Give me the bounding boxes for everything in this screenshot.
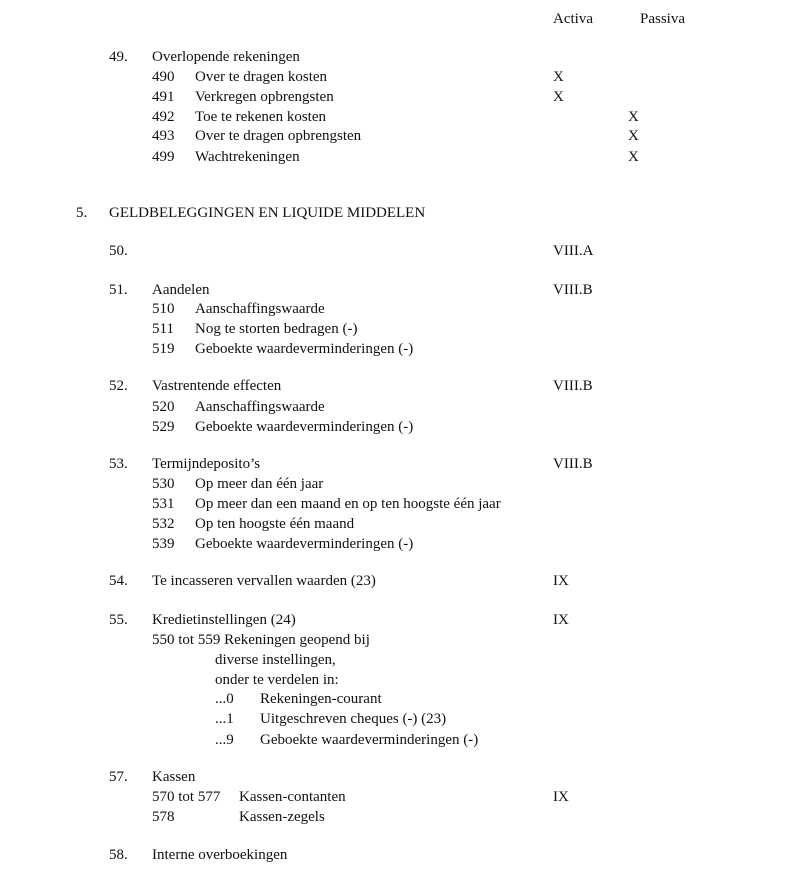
subaccount-code: 499 — [152, 149, 175, 165]
subaccount-code: 529 — [152, 419, 175, 435]
subaccount-range-line: 550 tot 559 Rekeningen geopend bij — [152, 632, 370, 648]
account-title-53: Termijndeposito’s — [152, 456, 261, 472]
subaccount-label: Nog te storten bedragen (-) — [195, 321, 358, 337]
subaccount-label: Aanschaffingswaarde — [195, 301, 325, 317]
subaccount-label: Geboekte waardeverminderingen (-) — [195, 419, 414, 435]
subaccount-code: 510 — [152, 301, 175, 317]
account-title-49: Overlopende rekeningen — [152, 49, 300, 65]
passiva-mark: X — [628, 109, 639, 125]
subaccount-code: 490 — [152, 69, 175, 85]
subaccount-label: Geboekte waardeverminderingen (-) — [260, 732, 479, 748]
account-title-55: Kredietinstellingen (24) — [152, 612, 296, 628]
subaccount-label: Uitgeschreven cheques (-) (23) — [260, 711, 447, 727]
subaccount-label: Op ten hoogste één maand — [195, 516, 355, 532]
subaccount-code: ...1 — [215, 711, 234, 727]
subaccount-label: Aanschaffingswaarde — [195, 399, 325, 415]
balance-reference: IX — [553, 573, 569, 589]
account-number-54: 54. — [109, 573, 128, 589]
passiva-mark: X — [628, 149, 639, 165]
subaccount-description-line: onder te verdelen in: — [215, 672, 339, 688]
subaccount-description-line: diverse instellingen, — [215, 652, 336, 668]
activa-column-header: Activa — [553, 11, 593, 27]
subaccount-label: Kassen-zegels — [239, 809, 325, 825]
account-number-58: 58. — [109, 847, 128, 863]
subaccount-code: 530 — [152, 476, 175, 492]
subaccount-label: Op meer dan een maand en op ten hoogste één jaar — [195, 496, 501, 512]
activa-mark: X — [553, 69, 564, 85]
account-title-51: Aandelen — [152, 282, 210, 298]
account-number-57: 57. — [109, 769, 128, 785]
section-title: GELDBELEGGINGEN EN LIQUIDE MIDDELEN — [109, 205, 426, 221]
subaccount-code: 539 — [152, 536, 175, 552]
subaccount-code: 492 — [152, 109, 175, 125]
account-title-54: Te incasseren vervallen waarden (23) — [152, 573, 376, 589]
subaccount-label: Toe te rekenen kosten — [195, 109, 326, 125]
subaccount-code: ...9 — [215, 732, 234, 748]
subaccount-label: Kassen-contanten — [239, 789, 346, 805]
account-number-52: 52. — [109, 378, 128, 394]
subaccount-label: Over te dragen opbrengsten — [195, 128, 362, 144]
balance-reference: VIII.B — [553, 282, 593, 298]
account-number-51: 51. — [109, 282, 128, 298]
subaccount-code: ...0 — [215, 691, 234, 707]
account-number-53: 53. — [109, 456, 128, 472]
balance-reference: VIII.B — [553, 378, 593, 394]
account-number-55: 55. — [109, 612, 128, 628]
subaccount-label: Op meer dan één jaar — [195, 476, 324, 492]
section-number: 5. — [76, 205, 88, 221]
subaccount-label: Wachtrekeningen — [195, 149, 300, 165]
subaccount-label: Over te dragen kosten — [195, 69, 328, 85]
account-title-58: Interne overboekingen — [152, 847, 288, 863]
balance-reference: IX — [553, 789, 569, 805]
subaccount-label: Geboekte waardeverminderingen (-) — [195, 536, 414, 552]
subaccount-code: 493 — [152, 128, 175, 144]
balance-reference: VIII.A — [553, 243, 594, 259]
subaccount-label: Rekeningen-courant — [260, 691, 382, 707]
subaccount-label: Verkregen opbrengsten — [195, 89, 334, 105]
account-number-50: 50. — [109, 243, 128, 259]
passiva-column-header: Passiva — [640, 11, 685, 27]
subaccount-code: 532 — [152, 516, 175, 532]
account-number-49: 49. — [109, 49, 128, 65]
subaccount-code: 519 — [152, 341, 175, 357]
account-title-52: Vastrentende effecten — [152, 378, 282, 394]
subaccount-code: 570 tot 577 — [152, 789, 221, 805]
subaccount-label: Geboekte waardeverminderingen (-) — [195, 341, 414, 357]
subaccount-code: 491 — [152, 89, 175, 105]
subaccount-code: 578 — [152, 809, 175, 825]
balance-reference: VIII.B — [553, 456, 593, 472]
passiva-mark: X — [628, 128, 639, 144]
subaccount-code: 511 — [152, 321, 174, 337]
subaccount-code: 531 — [152, 496, 175, 512]
account-title-57: Kassen — [152, 769, 196, 785]
activa-mark: X — [553, 89, 564, 105]
subaccount-code: 520 — [152, 399, 175, 415]
balance-reference: IX — [553, 612, 569, 628]
